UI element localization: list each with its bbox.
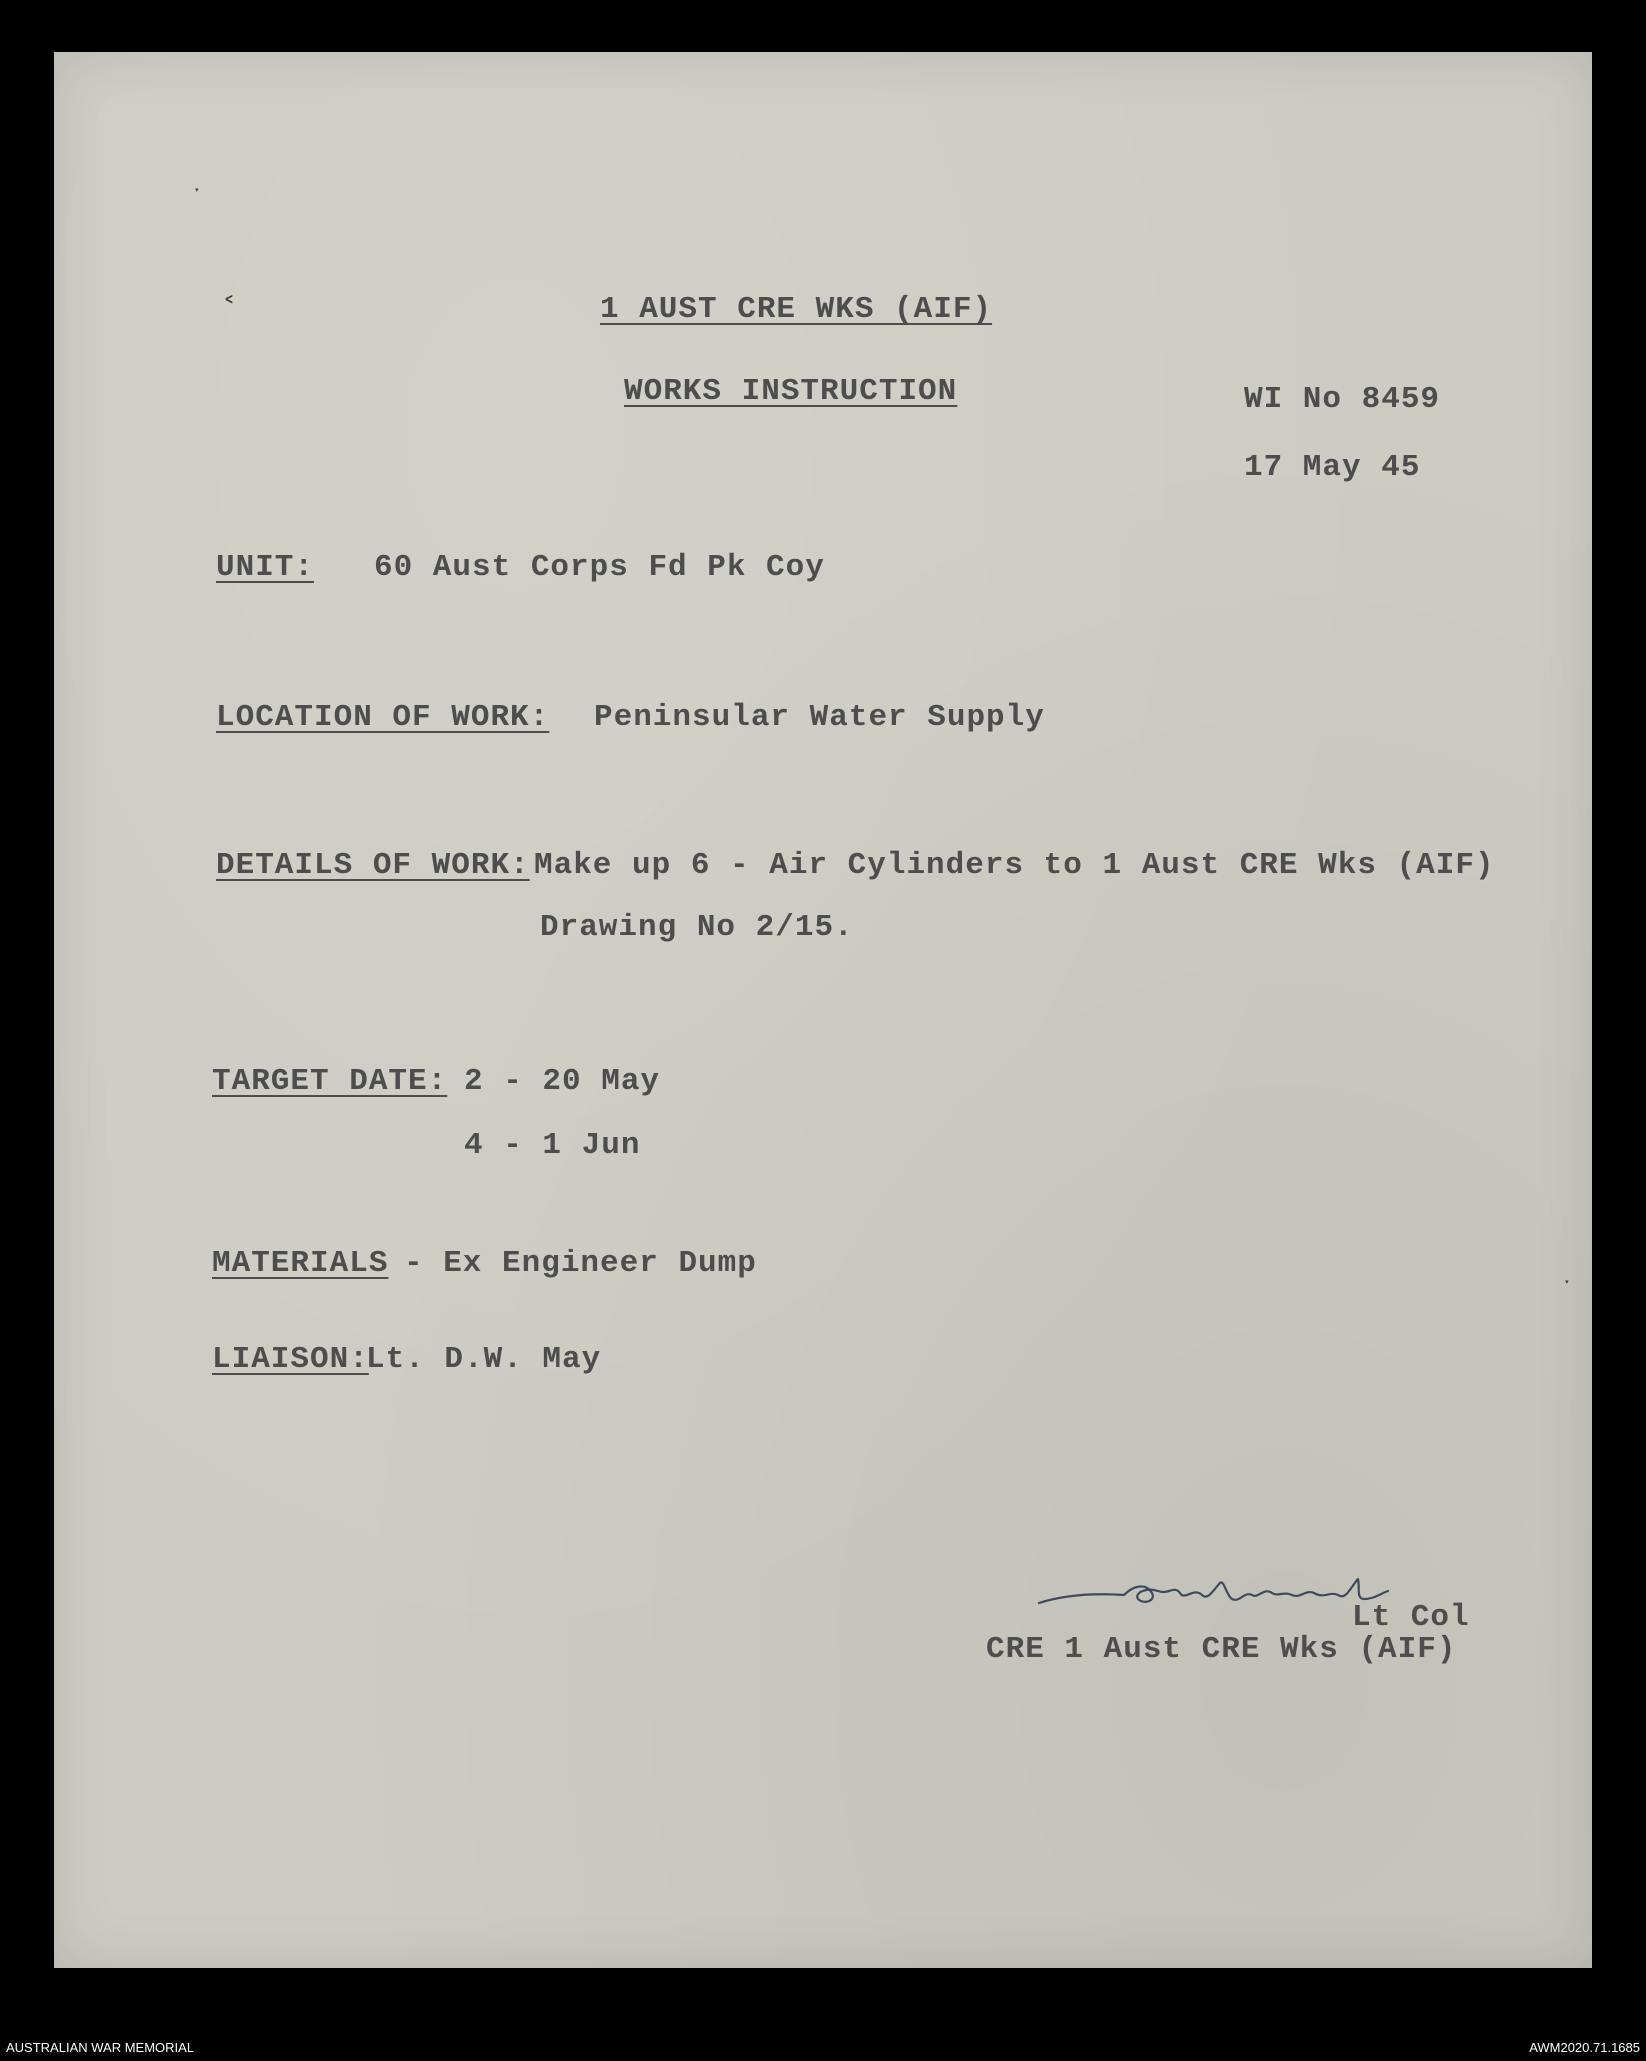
pencil-mark: ˂	[222, 292, 236, 325]
footer-reference: AWM2020.71.1685	[1529, 2040, 1640, 2055]
details-line-1: Make up 6 - Air Cylinders to 1 Aust CRE Wks (AIF)	[534, 848, 1495, 883]
unit-label: UNIT:	[216, 550, 315, 585]
paper-mark: ˑ	[1564, 1272, 1571, 1296]
signatory-title: CRE 1 Aust CRE Wks (AIF)	[986, 1632, 1457, 1667]
details-label: DETAILS OF WORK:	[216, 848, 530, 883]
signatory-rank: Lt Col	[1352, 1600, 1470, 1635]
document-page	[54, 52, 1592, 1968]
unit-title: 1 AUST CRE WKS (AIF)	[600, 292, 993, 327]
footer-credit: AUSTRALIAN WAR MEMORIAL	[6, 2040, 195, 2055]
unit-value: 60 Aust Corps Fd Pk Coy	[374, 550, 825, 585]
target-date-label: TARGET DATE:	[212, 1064, 448, 1099]
location-label: LOCATION OF WORK:	[216, 700, 550, 735]
details-line-2: Drawing No 2/15.	[540, 910, 854, 945]
materials-label: MATERIALS	[212, 1246, 389, 1281]
location-value: Peninsular Water Supply	[594, 700, 1045, 735]
liaison-label: LIAISON:	[212, 1342, 369, 1377]
paper-mark: ˑ	[194, 180, 201, 204]
document-date: 17 May 45	[1244, 450, 1421, 485]
materials-value: - Ex Engineer Dump	[404, 1246, 757, 1281]
target-date-line-2: 4 - 1 Jun	[464, 1128, 641, 1163]
wi-number: WI No 8459	[1244, 382, 1441, 417]
liaison-value: Lt. D.W. May	[366, 1342, 602, 1377]
target-date-line-1: 2 - 20 May	[464, 1064, 661, 1099]
document-title: WORKS INSTRUCTION	[624, 374, 958, 409]
